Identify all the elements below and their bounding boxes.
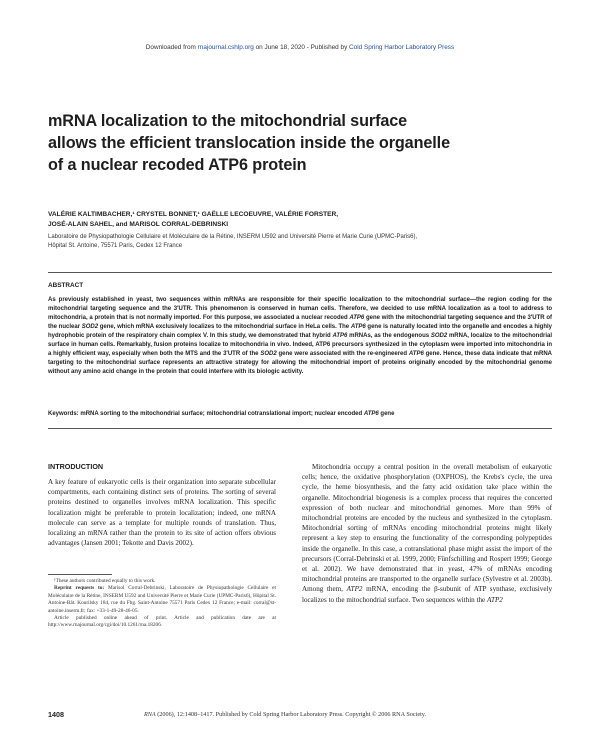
- publisher-link[interactable]: Cold Spring Harbor Laboratory Press: [349, 44, 455, 51]
- title-line-3: of a nuclear recoded ATP6 protein: [48, 156, 307, 174]
- abstract-heading: ABSTRACT: [48, 282, 84, 289]
- abstract-text: As previously established in yeast, two sequences within mRNAs are responsible for their specific localization to the mitochondrial surface—the region coding for the mitochondrial targeting sequence and the 3′UTR. This phenomenon is conserved in human cells. Therefore, we decided to use mRNA localization as a tool to address to mitochondria, a protein that is not normally imported. For this purpose, we associated a nuclear recoded ATP6 gene with the mitochondrial targeting sequence and the 3′UTR of the nuclear SOD2 gene, which mRNA exclusively localizes to the mitochondrial surface in HeLa cells. The ATP6 gene is naturally located into the organelle and encodes a highly hydrophobic protein of the respiratory chain complex V. In this study, we demonstrated that hybrid ATP6 mRNAs, as the endogenous SOD2 mRNA, localize to the mitochondrial surface in human cells. Remarkably, fusion proteins localize to mitochondria in vivo. Indeed, ATP6 precursors synthesized in the cytoplasm were imported into mitochondria in a highly efficient way, especially when both the MTS and the 3′UTR of the SOD2 gene were associated with the re-engineered ATP6 gene. Hence, these data indicate that mRNA targeting to the mitochondrial surface represents an attractive strategy for allowing the mitochondrial import of proteins originally encoded by the mitochondrial genome without any amino acid change in the protein that could interfere with its biologic activity.: [48, 297, 553, 375]
- journal-citation: RNA (2006), 12:1408–1417. Published by Cold Spring Harbor Laboratory Press. Copyright © 2006 RNA Society.: [144, 711, 427, 718]
- title-line-2: allows the efficient translocation inside the organelle: [48, 134, 450, 152]
- download-notice: [0, 44, 600, 51]
- affiliation-line-2: Hôpital St. Antoine, 75571 Paris, Cedex 12 France: [48, 243, 183, 249]
- divider-bottom: [48, 428, 552, 429]
- keywords-label: Keywords:: [48, 411, 79, 417]
- left-column: [48, 462, 276, 548]
- footnote-reprint: Reprint requests to: Marisol Corral-Debrinski, Laboratoire de Physiopathologie Cellulaire et Moléculaire de la Rétine, INSERM U592 and Université Pierre et Marie Curie (UPMC-Paris6), Hôpital St. Antoine-Bât. Kourilsky 184, rue du Fbg. Saint-Antoine 75571 Paris Cedex 12 France; e-mail: corral@st-antoine.inserm.fr; fax: +33-1-49-28-46-05.: [48, 585, 277, 614]
- introduction-paragraph: A key feature of eukaryotic cells is their organization into separate subcellular compartments, each containing distinct sets of proteins. The sorting of several proteins destined to organelles involves mRNA localization. This specific localization might be preferable to protein localization; indeed, one mRNA molecule can serve as a template for multiple rounds of translation. Thus, localizing an mRNA rather than the protein to its site of action offers obvious advantages (Jansen 2001; Tekotte and Davis 2002).: [48, 478, 276, 548]
- footnotes: [48, 578, 276, 630]
- download-prefix: Downloaded from: [145, 44, 196, 51]
- author-list: [48, 210, 568, 230]
- journal-site-link[interactable]: rnajournal.cshlp.org: [197, 44, 254, 51]
- keywords: Keywords: mRNA sorting to the mitochondrial surface; mitochondrial cotranslational import; nuclear encoded ATP6 gene: [48, 411, 395, 417]
- authors-line-1: VALÉRIE KALTIMBACHER,¹ CRYSTEL BONNET,¹ GAËLLE LECOEUVRE, VALÉRIE FORSTER,: [48, 211, 339, 218]
- introduction-heading: INTRODUCTION: [48, 462, 104, 471]
- footnote-equal-contribution: ¹These authors contributed equally to this work.: [54, 578, 156, 584]
- mitochondria-paragraph: Mitochondria occupy a central position in the overall metabolism of eukaryotic cells; hence, the oxidative phosphorylation (OXPHOS), the Krebs's cycle, the urea cycle, the heme biosynthesis, and the fatty acid oxidation take place within the organelle. Mitochondrial biogenesis is a complex process that requires the concerted expression of both nuclear and mitochondrial genomes. More than 99% of mitochondrial proteins are encoded by the nucleus and synthesized in the cytoplasm. Mitochondrial sorting of mRNAs encoding mitochondrial proteins might likely represent a key step to ensuring the functionality of the corresponding polypeptides inside the organelle. In this case, a cotranslational phase might assist the import of the precursors (Corral-Debrinski et al. 1999, 2000; Fünfschilling and Rospert 1999; George et al. 2002). We have demonstrated that in yeast, 47% of mRNAs encoding mitochondrial proteins are transported to the organelle surface (Sylvestre et al. 2003b). Among them, ATP2 mRNA, encoding the β-subunit of ATP synthase, exclusively localizes to the mitochondrial surface. Two sequences within the ATP2: [302, 463, 552, 604]
- page-number: 1408: [48, 710, 64, 719]
- article-title: [48, 110, 568, 176]
- affiliation-line-1: Laboratoire de Physiopathologie Cellulaire et Moléculaire de la Rétine, INSERM U592 and Université Pierre et Marie Curie (UPMC-Paris6),: [48, 234, 418, 240]
- right-column: [302, 462, 552, 605]
- download-date: on June 18, 2020 - Published by: [255, 44, 348, 51]
- footnote-article-info: Article published online ahead of print. Article and publication date are at http://www.rnajournal.org/cgi/doi/10.1261/rna.18206.: [48, 615, 276, 629]
- affiliation: [48, 233, 568, 251]
- authors-line-2: JOSÉ-ALAIN SAHEL, and MARISOL CORRAL-DEBRINSKI: [48, 221, 229, 228]
- divider-top: [48, 272, 552, 273]
- title-line-1: mRNA localization to the mitochondrial surface: [48, 112, 408, 130]
- footnote-divider: [48, 574, 112, 575]
